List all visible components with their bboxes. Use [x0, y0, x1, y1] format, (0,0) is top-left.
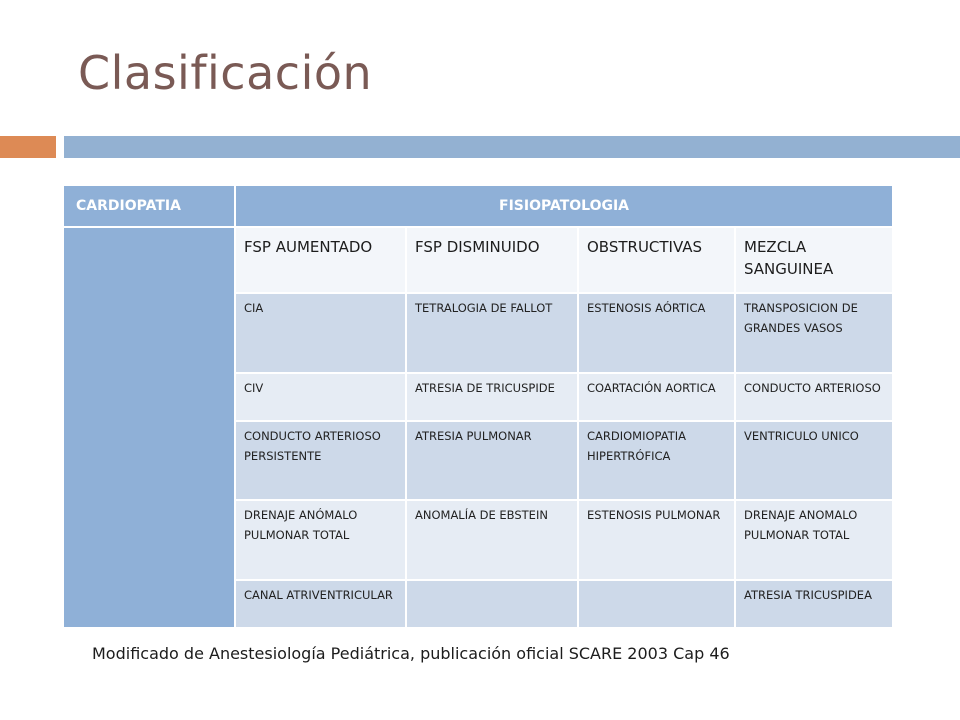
- table-cell: ATRESIA PULMONAR: [406, 421, 578, 501]
- header-cardiopatia: CARDIOPATIA: [63, 185, 235, 227]
- table-cell: VENTRICULO UNICO: [735, 421, 893, 501]
- table-cell: ANOMALÍA DE EBSTEIN: [406, 500, 578, 580]
- subheader-mezcla-sanguinea: MEZCLA SANGUINEA: [735, 227, 893, 293]
- cardiopatia-column-cell: [63, 227, 235, 628]
- table-cell: DRENAJE ANOMALO PULMONAR TOTAL: [735, 500, 893, 580]
- classification-table-container: [62, 184, 892, 629]
- table-cell: ESTENOSIS AÓRTICA: [578, 293, 735, 373]
- table-cell: CIV: [235, 373, 406, 421]
- subheader-fsp-disminuido: FSP DISMINUIDO: [406, 227, 578, 293]
- table-cell: ATRESIA DE TRICUSPIDE: [406, 373, 578, 421]
- table-cell: CARDIOMIOPATIA HIPERTRÓFICA: [578, 421, 735, 501]
- source-caption: Modificado de Anestesiología Pediátrica, publicación oficial SCARE 2003 Cap 46: [92, 644, 730, 663]
- table-cell: [406, 580, 578, 628]
- table-cell: CONDUCTO ARTERIOSO: [735, 373, 893, 421]
- slide-title: Clasificación: [78, 46, 373, 100]
- subheader-obstructivas: OBSTRUCTIVAS: [578, 227, 735, 293]
- table-cell: DRENAJE ANÓMALO PULMONAR TOTAL: [235, 500, 406, 580]
- accent-bar: [0, 136, 56, 158]
- table-cell: COARTACIÓN AORTICA: [578, 373, 735, 421]
- table-cell: CONDUCTO ARTERIOSO PERSISTENTE: [235, 421, 406, 501]
- table-cell: ATRESIA TRICUSPIDEA: [735, 580, 893, 628]
- table-header-row: [63, 185, 893, 227]
- title-divider-bar: [64, 136, 960, 158]
- table-cell: TRANSPOSICION DE GRANDES VASOS: [735, 293, 893, 373]
- classification-table: [62, 184, 894, 629]
- table-cell: ESTENOSIS PULMONAR: [578, 500, 735, 580]
- table-cell: TETRALOGIA DE FALLOT: [406, 293, 578, 373]
- header-fisiopatologia: FISIOPATOLOGIA: [235, 185, 893, 227]
- subheader-fsp-aumentado: FSP AUMENTADO: [235, 227, 406, 293]
- table-cell: [578, 580, 735, 628]
- table-cell: CANAL ATRIVENTRICULAR: [235, 580, 406, 628]
- table-subheader-row: [63, 227, 893, 293]
- table-cell: CIA: [235, 293, 406, 373]
